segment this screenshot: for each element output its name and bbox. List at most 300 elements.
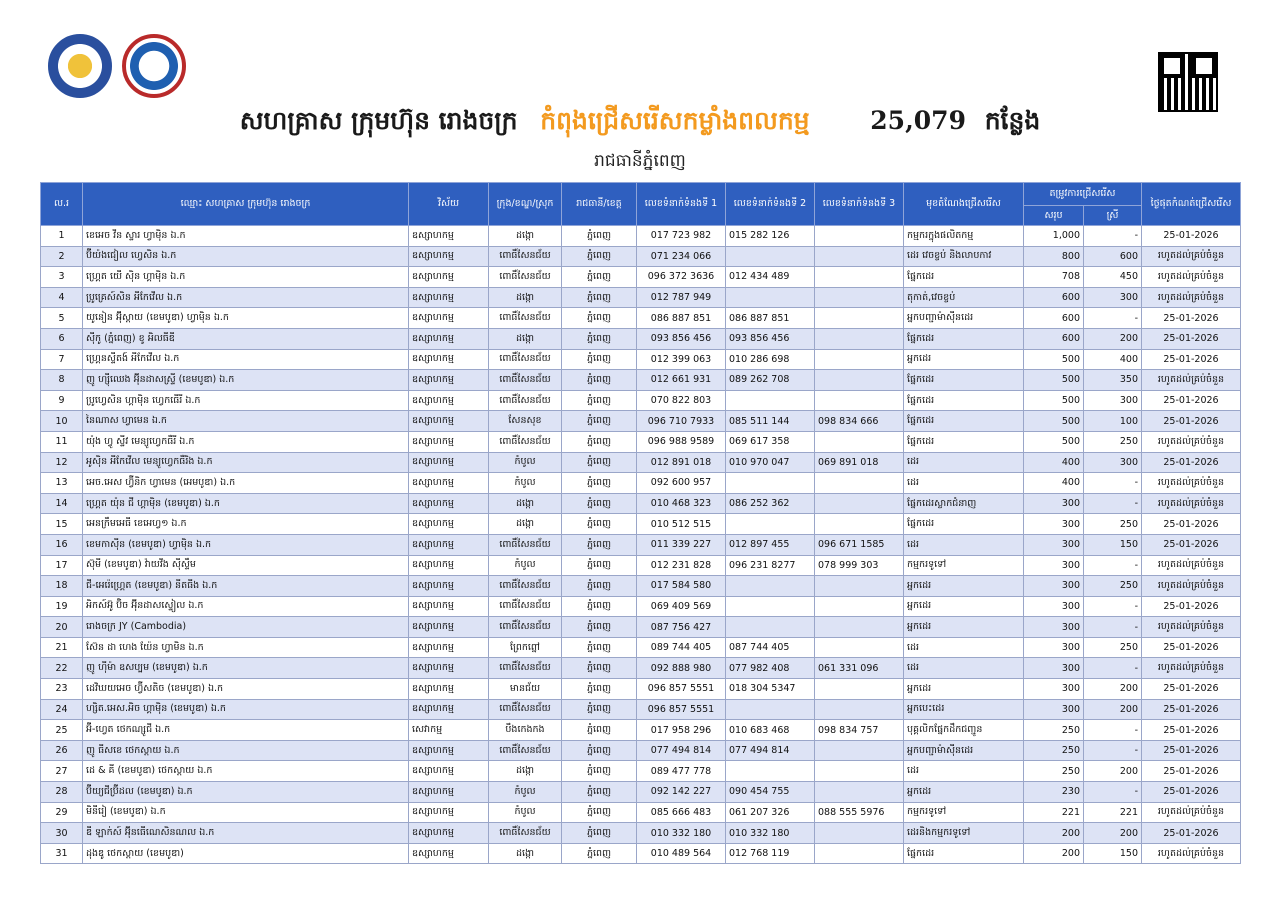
phone-1-cell: 092 888 980 (637, 658, 726, 679)
phone-3-cell (815, 843, 904, 864)
table-row (41, 452, 1241, 473)
position-cell: ដេរនិងកម្មករទូទៅ (904, 823, 1024, 844)
phone-3-cell (815, 637, 904, 658)
district-cell: ពោធិ៍សែនជ័យ (489, 740, 562, 761)
phone-3-cell (815, 431, 904, 452)
deadline-cell: រហូតដល់គ្រប់ចំនួន (1142, 287, 1241, 308)
phone-1-cell: 012 787 949 (637, 287, 726, 308)
sector-cell: ឧស្សាហកម្ម (409, 431, 489, 452)
company-name-cell: ជី-អេរ៉េហ្គ្រេត (ខេមបូឌា) នីតធីង ឯ.ក (83, 576, 409, 597)
total-needed-cell: 300 (1024, 534, 1084, 555)
company-name-cell: ខេមកាស៊ីន (ខេមបូឌា) ហ្វាម៉ិន ឯ.ក (83, 534, 409, 555)
province-cell: ភ្នំពេញ (562, 370, 637, 391)
female-needed-cell: - (1084, 596, 1142, 617)
total-needed-cell: 300 (1024, 596, 1084, 617)
table-row (41, 226, 1241, 247)
company-name-cell: ស៊ីកូ (ភ្នំពេញ) ខូ អិលធីឌី (83, 328, 409, 349)
phone-3-cell (815, 596, 904, 617)
district-cell: កំបូល (489, 802, 562, 823)
phone-3-cell: 096 671 1585 (815, 534, 904, 555)
table-row (41, 679, 1241, 700)
phone-3-cell (815, 514, 904, 535)
female-needed-cell: 200 (1084, 761, 1142, 782)
deadline-cell: រហូតដល់គ្រប់ចំនួន (1142, 493, 1241, 514)
position-cell: ដេរ វេចខ្ចប់ និងលាបកាវ (904, 246, 1024, 267)
deadline-cell: 25-01-2026 (1142, 679, 1241, 700)
phone-1-cell: 017 958 296 (637, 720, 726, 741)
female-needed-cell: 200 (1084, 328, 1142, 349)
table-header (41, 183, 1241, 226)
phone-3-cell: 078 999 303 (815, 555, 904, 576)
phone-1-cell: 012 399 063 (637, 349, 726, 370)
company-name-cell: ញូ ធីសខេ ថេកស្តាយ ឯ.ក (83, 740, 409, 761)
row-number-cell: 25 (41, 720, 83, 741)
phone-1-cell: 086 887 851 (637, 308, 726, 329)
position-cell: អ្នកដេរ (904, 617, 1024, 638)
deadline-cell: រហូតដល់គ្រប់ចំនួន (1142, 267, 1241, 288)
company-name-cell: ញូ ហ្ស៊ីឈេង អ៊ុីនដាសស្ទ្រី (ខេមបូឌា) ឯ.ក (83, 370, 409, 391)
company-name-cell: ប្រូគ្រេស៍សិន អីកែវើល ឯ.ក (83, 287, 409, 308)
phone-3-cell (815, 473, 904, 494)
header-phone2: លេខទំនាក់ទំនងទី 2 (726, 183, 815, 226)
title-recruiting: កំពុងជ្រើសរើសកម្លាំងពលកម្ម (540, 106, 810, 135)
sector-cell: ឧស្សាហកម្ម (409, 658, 489, 679)
phone-2-cell (726, 576, 815, 597)
position-cell: អ្នកដេរ (904, 782, 1024, 803)
phone-2-cell: 010 970 047 (726, 452, 815, 473)
row-number-cell: 30 (41, 823, 83, 844)
total-needed-cell: 300 (1024, 555, 1084, 576)
total-needed-cell: 300 (1024, 617, 1084, 638)
phone-3-cell (815, 287, 904, 308)
company-name-cell: អូស៊ិន អីកែវើល មេន្យូហ្វេកធឺរិង ឯ.ក (83, 452, 409, 473)
district-cell: បឹងកេងកង (489, 720, 562, 741)
row-number-cell: 19 (41, 596, 83, 617)
deadline-cell: 25-01-2026 (1142, 637, 1241, 658)
district-cell: សែនសុខ (489, 411, 562, 432)
sector-cell: ឧស្សាហកម្ម (409, 514, 489, 535)
sector-cell: ឧស្សាហកម្ម (409, 802, 489, 823)
female-needed-cell: 250 (1084, 637, 1142, 658)
sector-cell: ឧស្សាហកម្ម (409, 452, 489, 473)
female-needed-cell: 250 (1084, 576, 1142, 597)
female-needed-cell: - (1084, 617, 1142, 638)
sector-cell: ឧស្សាហកម្ម (409, 596, 489, 617)
female-needed-cell: - (1084, 308, 1142, 329)
phone-1-cell: 069 409 569 (637, 596, 726, 617)
phone-1-cell: 092 600 957 (637, 473, 726, 494)
female-needed-cell: 250 (1084, 431, 1142, 452)
province-cell: ភ្នំពេញ (562, 617, 637, 638)
total-needed-cell: 300 (1024, 658, 1084, 679)
recruitment-table (40, 182, 1241, 864)
deadline-cell: 25-01-2026 (1142, 596, 1241, 617)
province-cell: ភ្នំពេញ (562, 267, 637, 288)
table-row (41, 823, 1241, 844)
province-cell: ភ្នំពេញ (562, 637, 637, 658)
female-needed-cell: 350 (1084, 370, 1142, 391)
phone-3-cell (815, 226, 904, 247)
total-needed-cell: 300 (1024, 699, 1084, 720)
sector-cell: ឧស្សាហកម្ម (409, 534, 489, 555)
total-needed-cell: 300 (1024, 576, 1084, 597)
header-no: ល.រ (41, 183, 83, 226)
phone-1-cell: 096 372 3636 (637, 267, 726, 288)
total-needed-cell: 200 (1024, 843, 1084, 864)
company-name-cell: អិកស៍អ៊ូ ប៊ិច អ៊ុីនដាសស្ទៀល ឯ.ក (83, 596, 409, 617)
phone-1-cell: 087 756 427 (637, 617, 726, 638)
phone-2-cell: 087 744 405 (726, 637, 815, 658)
table-row (41, 596, 1241, 617)
district-cell: ដង្កោ (489, 761, 562, 782)
position-cell: ដេរ (904, 761, 1024, 782)
phone-1-cell: 093 856 456 (637, 328, 726, 349)
district-cell: ពោធិ៍សែនជ័យ (489, 308, 562, 329)
table-row (41, 493, 1241, 514)
table-row (41, 390, 1241, 411)
district-cell: ដង្កោ (489, 843, 562, 864)
phone-1-cell: 077 494 814 (637, 740, 726, 761)
sector-cell: ឧស្សាហកម្ម (409, 740, 489, 761)
deadline-cell: 25-01-2026 (1142, 328, 1241, 349)
female-needed-cell: - (1084, 782, 1142, 803)
district-cell: ដង្កោ (489, 328, 562, 349)
sector-cell: ឧស្សាហកម្ម (409, 370, 489, 391)
table-row (41, 843, 1241, 864)
district-cell: ពោធិ៍សែនជ័យ (489, 349, 562, 370)
sector-cell: ឧស្សាហកម្ម (409, 555, 489, 576)
total-needed-cell: 500 (1024, 411, 1084, 432)
phone-3-cell (815, 370, 904, 391)
position-cell: ដេរ (904, 637, 1024, 658)
position-cell: អ្នកដេរ (904, 576, 1024, 597)
phone-2-cell: 090 454 755 (726, 782, 815, 803)
logo-group (48, 34, 186, 98)
province-cell: ភ្នំពេញ (562, 534, 637, 555)
title-entities: សហគ្រាស ក្រុមហ៊ុន រោងចក្រ (239, 106, 518, 135)
district-cell: ពោធិ៍សែនជ័យ (489, 699, 562, 720)
page-subtitle: រាជធានីភ្នំពេញ (594, 151, 686, 171)
position-cell: ផ្នែកដេរ (904, 328, 1024, 349)
phone-2-cell (726, 287, 815, 308)
district-cell: ពោធិ៍សែនជ័យ (489, 823, 562, 844)
sector-cell: ឧស្សាហកម្ម (409, 226, 489, 247)
phone-2-cell: 010 683 468 (726, 720, 815, 741)
sector-cell: ឧស្សាហកម្ម (409, 576, 489, 597)
position-cell: ផ្នែកដេរស្លាកជំនាញ (904, 493, 1024, 514)
phone-2-cell: 077 982 408 (726, 658, 815, 679)
total-needed-cell: 250 (1024, 761, 1084, 782)
province-cell: ភ្នំពេញ (562, 308, 637, 329)
phone-2-cell: 089 262 708 (726, 370, 815, 391)
total-needed-cell: 600 (1024, 308, 1084, 329)
female-needed-cell: 250 (1084, 514, 1142, 535)
page-title (0, 106, 1280, 142)
province-cell: ភ្នំពេញ (562, 740, 637, 761)
district-cell: ពោធិ៍សែនជ័យ (489, 390, 562, 411)
total-needed-cell: 800 (1024, 246, 1084, 267)
phone-3-cell (815, 679, 904, 700)
district-cell: កំបូល (489, 782, 562, 803)
phone-2-cell: 015 282 126 (726, 226, 815, 247)
female-needed-cell: 150 (1084, 843, 1142, 864)
deadline-cell: 25-01-2026 (1142, 411, 1241, 432)
female-needed-cell: - (1084, 493, 1142, 514)
position-cell: អ្នកដេរ (904, 349, 1024, 370)
table-row (41, 473, 1241, 494)
district-cell: ពោធិ៍សែនជ័យ (489, 658, 562, 679)
table-body (41, 226, 1241, 864)
row-number-cell: 24 (41, 699, 83, 720)
table-row (41, 267, 1241, 288)
district-cell: ដង្កោ (489, 493, 562, 514)
deadline-cell: 25-01-2026 (1142, 823, 1241, 844)
total-needed-cell: 300 (1024, 514, 1084, 535)
row-number-cell: 31 (41, 843, 83, 864)
phone-1-cell: 096 857 5551 (637, 699, 726, 720)
phone-3-cell (815, 349, 904, 370)
company-name-cell: អេនក្រឹមអេធី ខេអេហ្វ១ ឯ.ក (83, 514, 409, 535)
phone-2-cell: 096 231 8277 (726, 555, 815, 576)
district-cell: ដង្កោ (489, 514, 562, 535)
phone-2-cell: 086 252 362 (726, 493, 815, 514)
deadline-cell: 25-01-2026 (1142, 534, 1241, 555)
phone-1-cell: 070 822 803 (637, 390, 726, 411)
position-cell: អ្នកដេរ (904, 679, 1024, 700)
phone-3-cell (815, 246, 904, 267)
position-cell: អ្នកដេរ (904, 596, 1024, 617)
district-cell: មានជ័យ (489, 679, 562, 700)
sector-cell: ឧស្សាហកម្ម (409, 411, 489, 432)
sector-cell: ឧស្សាហកម្ម (409, 328, 489, 349)
female-needed-cell: - (1084, 740, 1142, 761)
district-cell: កំបូល (489, 452, 562, 473)
deadline-cell: រហូតដល់គ្រប់ចំនួន (1142, 370, 1241, 391)
deadline-cell: រហូតដល់គ្រប់ចំនួន (1142, 658, 1241, 679)
district-cell: ពោធិ៍សែនជ័យ (489, 246, 562, 267)
phone-2-cell (726, 699, 815, 720)
row-number-cell: 6 (41, 328, 83, 349)
phone-2-cell: 086 887 851 (726, 308, 815, 329)
header-district: ក្រុង/ខណ្ឌ/ស្រុក (489, 183, 562, 226)
province-cell: ភ្នំពេញ (562, 843, 637, 864)
row-number-cell: 15 (41, 514, 83, 535)
header-phone1: លេខទំនាក់ទំនងទី 1 (637, 183, 726, 226)
phone-2-cell (726, 246, 815, 267)
position-cell: ផ្នែកដេរ (904, 431, 1024, 452)
province-cell: ភ្នំពេញ (562, 782, 637, 803)
province-cell: ភ្នំពេញ (562, 658, 637, 679)
total-needed-cell: 1,000 (1024, 226, 1084, 247)
phone-2-cell (726, 514, 815, 535)
table-row (41, 328, 1241, 349)
phone-1-cell: 010 468 323 (637, 493, 726, 514)
phone-2-cell (726, 761, 815, 782)
female-needed-cell: 300 (1084, 287, 1142, 308)
sector-cell: ឧស្សាហកម្ម (409, 637, 489, 658)
phone-2-cell (726, 473, 815, 494)
deadline-cell: រហូតដល់គ្រប់ចំនួន (1142, 431, 1241, 452)
row-number-cell: 12 (41, 452, 83, 473)
province-cell: ភ្នំពេញ (562, 514, 637, 535)
title-count: 25,079 (870, 106, 966, 135)
position-cell: ដេរ (904, 452, 1024, 473)
female-needed-cell: 300 (1084, 390, 1142, 411)
phone-1-cell: 010 332 180 (637, 823, 726, 844)
female-needed-cell: 600 (1084, 246, 1142, 267)
header-need: តម្រូវការជ្រើសរើស (1024, 183, 1142, 206)
position-cell: អ្នកបញ្ជាម៉ាស៊ីនដេរ (904, 740, 1024, 761)
phone-3-cell (815, 782, 904, 803)
header-total: សរុប (1024, 206, 1084, 226)
company-name-cell: ដេ & គី (ខេមបូឌា) ថេកស្តាយ ឯ.ក (83, 761, 409, 782)
qr-code[interactable] (1160, 54, 1216, 110)
table-row (41, 637, 1241, 658)
deadline-cell: 25-01-2026 (1142, 740, 1241, 761)
row-number-cell: 28 (41, 782, 83, 803)
sector-cell: ឧស្សាហកម្ម (409, 823, 489, 844)
total-needed-cell: 300 (1024, 679, 1084, 700)
phone-2-cell: 010 332 180 (726, 823, 815, 844)
position-cell: បុគ្គលិកផ្នែកដឹកជញ្ជូន (904, 720, 1024, 741)
phone-1-cell: 089 477 778 (637, 761, 726, 782)
deadline-cell: រហូតដល់គ្រប់ចំនួន (1142, 576, 1241, 597)
table-row (41, 246, 1241, 267)
header-position: មុខតំណែងជ្រើសរើស (904, 183, 1024, 226)
position-cell: ដេរ (904, 658, 1024, 679)
sector-cell: ឧស្សាហកម្ម (409, 287, 489, 308)
female-needed-cell: 150 (1084, 534, 1142, 555)
phone-3-cell (815, 699, 904, 720)
company-name-cell: ហ្គ្រេនស្ទីតង៍ អីកែវើល ឯ.ក (83, 349, 409, 370)
company-name-cell: យូនៀន អ៊ុីស្តាយ (ខេមបូឌា) ហ្វាម៉ិន ឯ.ក (83, 308, 409, 329)
deadline-cell: រហូតដល់គ្រប់ចំនួន (1142, 555, 1241, 576)
phone-1-cell: 096 988 9589 (637, 431, 726, 452)
deadline-cell: រហូតដល់គ្រប់ចំនួន (1142, 843, 1241, 864)
total-needed-cell: 300 (1024, 637, 1084, 658)
district-cell: ដង្កោ (489, 287, 562, 308)
table-row (41, 617, 1241, 638)
phone-1-cell: 089 744 405 (637, 637, 726, 658)
female-needed-cell: - (1084, 473, 1142, 494)
row-number-cell: 8 (41, 370, 83, 391)
row-number-cell: 20 (41, 617, 83, 638)
table-row (41, 720, 1241, 741)
phone-3-cell: 061 331 096 (815, 658, 904, 679)
phone-1-cell: 017 723 982 (637, 226, 726, 247)
district-cell: ពោធិ៍សែនជ័យ (489, 431, 562, 452)
table-row (41, 431, 1241, 452)
row-number-cell: 16 (41, 534, 83, 555)
table-row (41, 658, 1241, 679)
province-cell: ភ្នំពេញ (562, 431, 637, 452)
total-needed-cell: 500 (1024, 370, 1084, 391)
province-cell: ភ្នំពេញ (562, 452, 637, 473)
total-needed-cell: 500 (1024, 431, 1084, 452)
sector-cell: សេវាកម្ម (409, 720, 489, 741)
table-row (41, 349, 1241, 370)
phone-2-cell (726, 390, 815, 411)
female-needed-cell: 200 (1084, 679, 1142, 700)
phone-3-cell (815, 617, 904, 638)
position-cell: កម្មករទូទៅ (904, 802, 1024, 823)
phone-2-cell: 012 434 489 (726, 267, 815, 288)
table-row (41, 782, 1241, 803)
district-cell: កំបូល (489, 555, 562, 576)
phone-2-cell: 077 494 814 (726, 740, 815, 761)
table-row (41, 514, 1241, 535)
sector-cell: ឧស្សាហកម្ម (409, 246, 489, 267)
district-cell: កំបូល (489, 473, 562, 494)
province-cell: ភ្នំពេញ (562, 473, 637, 494)
province-cell: ភ្នំពេញ (562, 596, 637, 617)
table-row (41, 761, 1241, 782)
position-cell: តុកាត់,វេចខ្ចប់ (904, 287, 1024, 308)
position-cell: ដេរ (904, 473, 1024, 494)
phone-3-cell: 098 834 666 (815, 411, 904, 432)
deadline-cell: 25-01-2026 (1142, 308, 1241, 329)
district-cell: ពោធិ៍សែនជ័យ (489, 267, 562, 288)
sector-cell: ឧស្សាហកម្ម (409, 699, 489, 720)
sector-cell: ឧស្សាហកម្ម (409, 843, 489, 864)
position-cell: កម្មករក្នុងផលិតកម្ម (904, 226, 1024, 247)
row-number-cell: 27 (41, 761, 83, 782)
sector-cell: ឧស្សាហកម្ម (409, 473, 489, 494)
sector-cell: ឧស្សាហកម្ម (409, 782, 489, 803)
row-number-cell: 4 (41, 287, 83, 308)
table-row (41, 576, 1241, 597)
deadline-cell: 25-01-2026 (1142, 226, 1241, 247)
district-cell: ពោធិ៍សែនជ័យ (489, 617, 562, 638)
sector-cell: ឧស្សាហកម្ម (409, 390, 489, 411)
position-cell: ផ្នែកដេរ (904, 843, 1024, 864)
total-needed-cell: 400 (1024, 473, 1084, 494)
total-needed-cell: 500 (1024, 390, 1084, 411)
province-cell: ភ្នំពេញ (562, 699, 637, 720)
company-name-cell: រោងចក្រ JY (Cambodia) (83, 617, 409, 638)
phone-3-cell (815, 823, 904, 844)
company-name-cell: ហ្គ្រេត យ៉ុន ជី ហ្គាម៉ិន (ខេមបូឌា) ឯ.ក (83, 493, 409, 514)
header-deadline: ថ្ងៃផុតកំណត់ជ្រើសរើស (1142, 183, 1241, 226)
row-number-cell: 10 (41, 411, 83, 432)
phone-3-cell (815, 493, 904, 514)
deadline-cell: 25-01-2026 (1142, 699, 1241, 720)
phone-1-cell: 096 710 7933 (637, 411, 726, 432)
phone-3-cell: 098 834 757 (815, 720, 904, 741)
row-number-cell: 7 (41, 349, 83, 370)
company-name-cell: ឌី ឡាក់ស៍ អ៊ុីនធើណេសិនណល ឯ.ក (83, 823, 409, 844)
deadline-cell: 25-01-2026 (1142, 761, 1241, 782)
phone-1-cell: 012 661 931 (637, 370, 726, 391)
deadline-cell: រហូតដល់គ្រប់ចំនួន (1142, 473, 1241, 494)
total-needed-cell: 300 (1024, 493, 1084, 514)
company-name-cell: ស៊ែន ដា ហេង យ៉ែន ហ្វាមិន ឯ.ក (83, 637, 409, 658)
company-name-cell: ហ្សិត.អេស.អិច ហ្គាម៉ិន (ខេមបូឌា) ឯ.ក (83, 699, 409, 720)
phone-3-cell (815, 576, 904, 597)
female-needed-cell: 300 (1084, 452, 1142, 473)
sector-cell: ឧស្សាហកម្ម (409, 679, 489, 700)
position-cell: ផ្នែកដេរ (904, 390, 1024, 411)
row-number-cell: 5 (41, 308, 83, 329)
phone-2-cell: 010 286 698 (726, 349, 815, 370)
company-name-cell: ស៊ុមី (ខេមបូឌា) វ៉ាយវីង ស៊ីស្ទឹម (83, 555, 409, 576)
ministry-logo (48, 34, 112, 98)
phone-2-cell (726, 617, 815, 638)
province-cell: ភ្នំពេញ (562, 411, 637, 432)
phone-1-cell: 010 512 515 (637, 514, 726, 535)
province-cell: ភ្នំពេញ (562, 679, 637, 700)
female-needed-cell: 221 (1084, 802, 1142, 823)
